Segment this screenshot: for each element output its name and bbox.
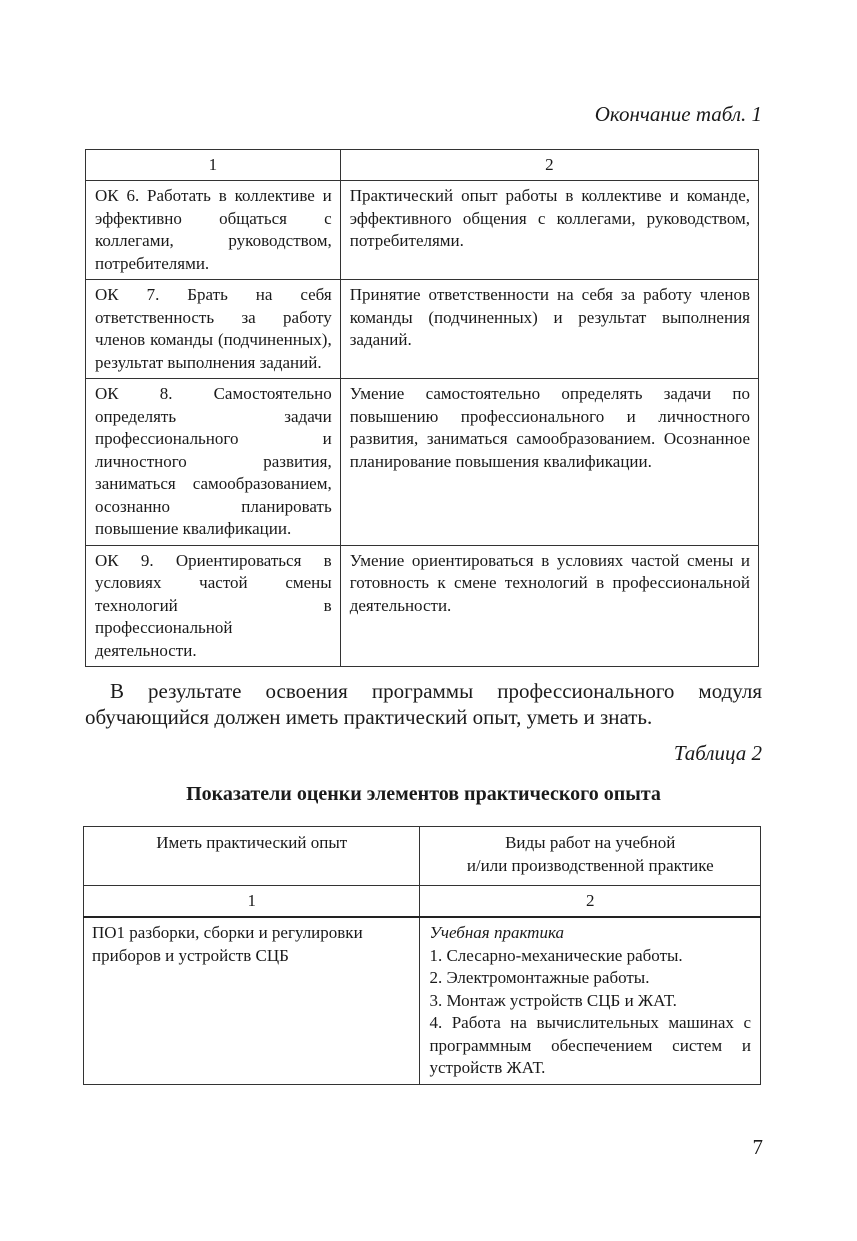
table-2-label: Таблица 2: [673, 741, 762, 765]
table-header-row: [84, 827, 761, 886]
column-number-row: [84, 886, 761, 918]
table-row: [84, 917, 761, 1084]
column-header-line: Виды работ на учебной: [505, 833, 676, 852]
competency-cell: ОК 8. Самостоятельно определять задачи профессионального и личностного развития, заниматься самообразованием, осознанно планировать повышение квалификации.: [86, 379, 341, 546]
table-row: [86, 545, 759, 667]
table-2: [83, 826, 761, 1085]
table-row: [86, 280, 759, 379]
experience-cell: Умение самостоятельно определять задачи по повышению профессионального и личностного развития, заниматься самообразованием. Осознанное планирование повышения квалификации.: [340, 379, 758, 546]
table-row: [86, 181, 759, 280]
column-header: [84, 827, 420, 886]
table-1: [85, 149, 759, 667]
list-item: 4. Работа на вычислительных машинах с программным обеспечением систем и устройств ЖАТ.: [429, 1013, 751, 1077]
competency-cell: ОК 9. Ориентироваться в условиях частой смены технологий в профессиональной деятельности.: [86, 545, 341, 667]
work-types-cell: [420, 917, 761, 1084]
experience-cell: Умение ориентироваться в условиях частой смены и готовность к смене технологий в профессиональной деятельности.: [340, 545, 758, 667]
list-item: 2. Электромонтажные работы.: [429, 968, 650, 987]
table-row: [86, 379, 759, 546]
competency-cell: ОК 7. Брать на себя ответственность за работу членов команды (подчиненных), результат выполнения заданий.: [86, 280, 341, 379]
competency-cell: ОК 6. Работать в коллективе и эффективно общаться с коллегами, руководством, потребителями.: [86, 181, 341, 280]
column-number: 1: [86, 150, 341, 181]
experience-item-cell: ПО1 разборки, сборки и регулировки приборов и устройств СЦБ: [84, 917, 420, 1084]
column-number: 1: [84, 886, 420, 918]
table-2-title: Показатели оценки элементов практического опыта: [186, 783, 661, 805]
page-number: 7: [752, 1135, 763, 1159]
experience-cell: Принятие ответственности на себя за работу членов команды (подчиненных) и результат выполнения заданий.: [340, 280, 758, 379]
experience-cell: Практический опыт работы в коллективе и команде, эффективного общения с коллегами, руководством, потребителями.: [340, 181, 758, 280]
practice-title: Учебная практика: [429, 923, 564, 942]
list-item: 1. Слесарно-механические работы.: [429, 945, 683, 965]
column-header: [420, 827, 761, 886]
column-number: 2: [340, 150, 758, 181]
body-paragraph: В результате освоения программы профессионального модуля обучающийся должен иметь практический опыт, уметь и знать.: [85, 679, 762, 729]
column-number: 2: [420, 886, 761, 918]
table-header-row: [86, 150, 759, 181]
column-header-text: Иметь практический опыт: [156, 833, 348, 852]
list-item: 3. Монтаж устройств СЦБ и ЖАТ.: [429, 990, 677, 1010]
continuation-label: Окончание табл. 1: [594, 102, 762, 126]
column-header-line: и/или производственной практике: [466, 855, 714, 875]
